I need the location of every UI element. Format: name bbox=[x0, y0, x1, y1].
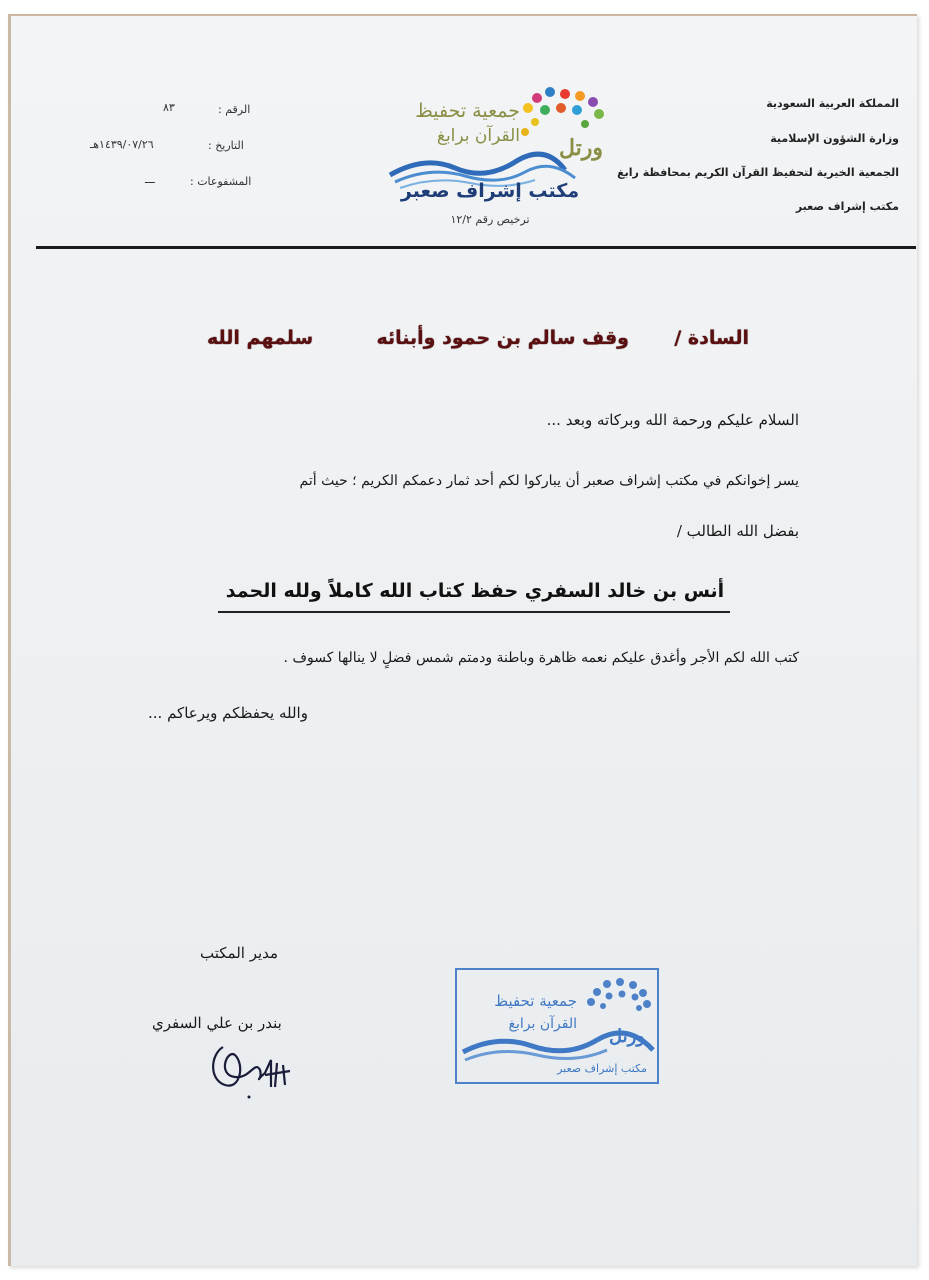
logo-license: ترخيص رقم ١٢/٢ bbox=[450, 213, 530, 226]
signatory-title: مدير المكتب bbox=[200, 944, 279, 962]
logo-dots-icon bbox=[521, 87, 604, 136]
stamp-line2: القرآن برابغ bbox=[508, 1016, 577, 1032]
paragraph-line1: يسر إخوانكم في مكتب إشراف صعبر أن يباركوا لكم أحد ثمار دعمكم الكريم ؛ حيث أتم bbox=[299, 473, 799, 489]
header-country: المملكة العربية السعودية bbox=[766, 97, 899, 110]
header-association: الجمعية الخيرية لتحفيظ القرآن الكريم بمحافظة رابغ bbox=[617, 166, 899, 179]
header-office: مكتب إشراف صعبر bbox=[795, 200, 899, 213]
addressee-suffix: سلمهم الله bbox=[207, 327, 314, 349]
meta-date-value: ١٤٣٩/٠٧/٢٦هـ bbox=[90, 138, 154, 151]
closing: والله يحفظكم ويرعاكم ... bbox=[148, 704, 308, 722]
prayer: كتب الله لكم الأجر وأغدق عليكم نعمه ظاهرة وباطنة ودمتم شمس فضلٍ لا ينالها كسوف . bbox=[283, 650, 799, 666]
signatory-name: بندر بن علي السفري bbox=[152, 1014, 282, 1032]
student-achievement: أنس بن خالد السفري حفظ كتاب الله كاملاً ولله الحمد bbox=[225, 580, 725, 602]
meta-date-label: التاريخ : bbox=[208, 139, 244, 152]
logo-office-name: مكتب إشراف صعبر bbox=[400, 180, 580, 202]
meta-number-value: ٨٣ bbox=[163, 101, 175, 114]
addressee-prefix: السادة / bbox=[674, 327, 749, 349]
greeting: السلام عليكم ورحمة الله وبركاته وبعد ... bbox=[546, 411, 799, 429]
meta-number-label: الرقم : bbox=[218, 103, 251, 116]
stamp-line1: جمعية تحفيظ bbox=[494, 992, 577, 1010]
header-ministry: وزارة الشؤون الإسلامية bbox=[770, 132, 899, 145]
stamp-mark: ورتل bbox=[608, 1026, 645, 1047]
header-divider bbox=[36, 246, 916, 249]
logo-mark: ورتل bbox=[558, 135, 603, 161]
office-stamp bbox=[455, 968, 659, 1084]
addressee-name: وقف سالم بن حمود وأبنائه bbox=[376, 327, 629, 349]
handwritten-signature bbox=[205, 1035, 300, 1105]
paragraph-line2: بفضل الله الطالب / bbox=[676, 522, 799, 540]
meta-attachments-value: ـــ bbox=[145, 173, 155, 186]
stamp-office: مكتب إشراف صعبر bbox=[557, 1062, 647, 1075]
logo-line1: جمعية تحفيظ bbox=[415, 100, 520, 122]
student-underline bbox=[218, 611, 730, 613]
logo-line2: القرآن برابغ bbox=[436, 126, 520, 146]
meta-attachments-label: المشفوعات : bbox=[190, 175, 252, 188]
